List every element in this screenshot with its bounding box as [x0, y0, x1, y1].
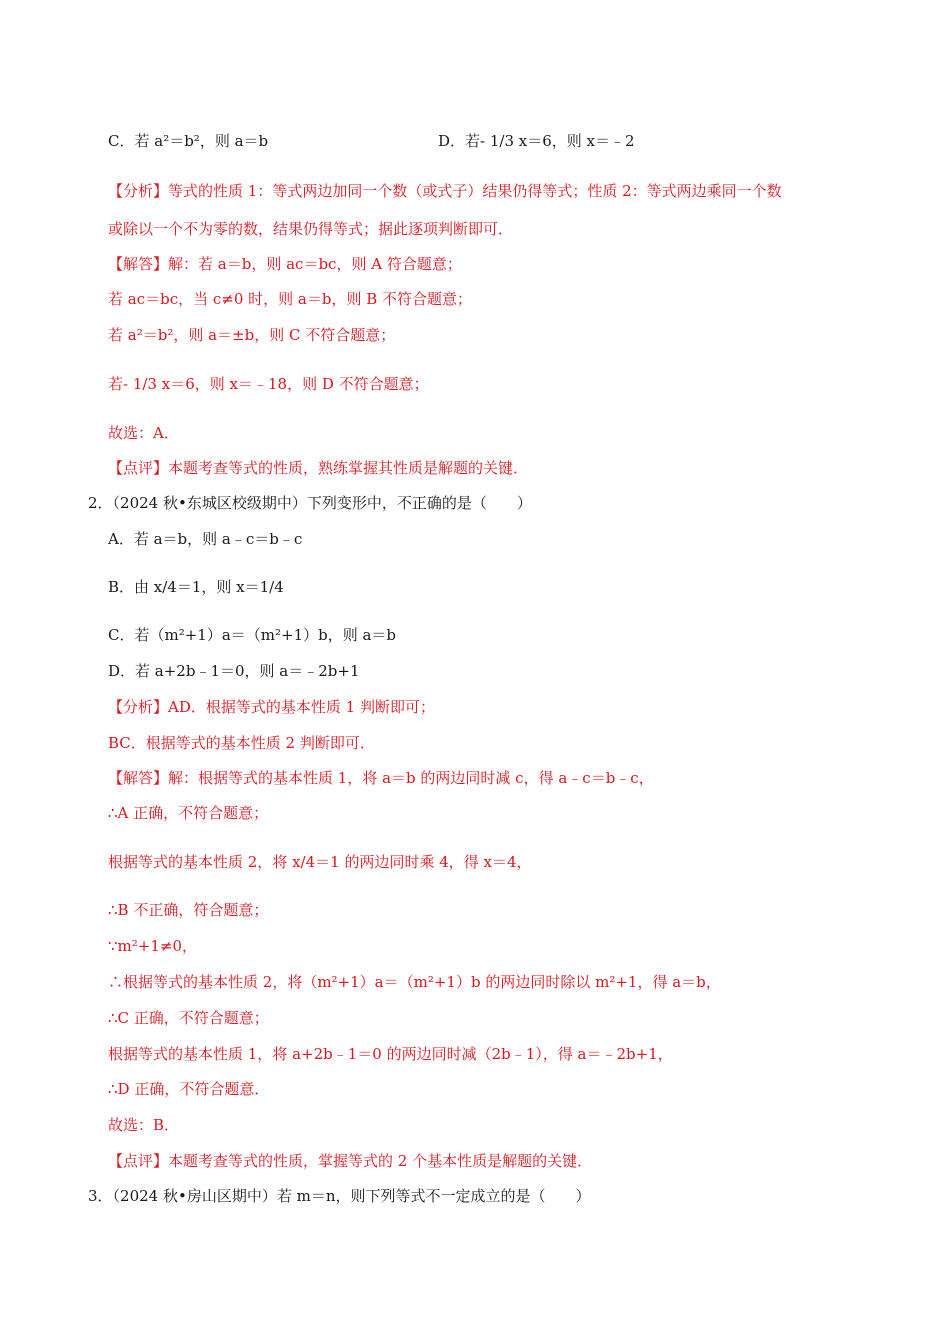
q1-solution-text1: 解：若 a＝b，则 ac＝bc，则 A 符合题意； — [168, 255, 462, 273]
q1-option-d-text: D．若- 1/3 x＝6，则 x＝﹣2 — [438, 132, 635, 150]
q2-option-d: D．若 a+2b﹣1＝0，则 a＝﹣2b+1 — [108, 662, 360, 680]
q1-solution-label: 【解答】 — [108, 255, 169, 273]
q1-comment-label: 【点评】 — [108, 459, 169, 477]
q1-solution-line3: 若 a²＝b²，则 a＝±b，则 C 不符合题意； — [108, 326, 396, 344]
q1-solution-line4: 若- 1/3 x＝6，则 x＝﹣18，则 D 不符合题意； — [108, 375, 429, 393]
q2-comment-text: 本题考查等式的性质，掌握等式的 2 个基本性质是解题的关键． — [168, 1152, 593, 1170]
q1-analysis-line1 — [108, 181, 782, 201]
q1-option-d — [438, 131, 635, 151]
q1-option-c-text: C．若 a²＝b²，则 a＝b — [108, 132, 269, 150]
q1-option-c — [108, 131, 268, 151]
q2-solution-line8: 根据等式的基本性质 1，将 a+2b﹣1＝0 的两边同时减（2b﹣1），得 a＝﹣2b+1， — [108, 1045, 673, 1063]
q1-analysis-line2: 或除以一个不为零的数，结果仍得等式；据此逐项判断即可． — [108, 220, 514, 238]
q2-option-b: B．由 x/4＝1，则 x＝1/4 — [108, 578, 284, 596]
q2-choice: 故选：B． — [108, 1116, 180, 1134]
q2-solution-line3: 根据等式的基本性质 2，将 x/4＝1 的两边同时乘 4，得 x＝4， — [108, 853, 532, 871]
q2-analysis-line2: BC．根据等式的基本性质 2 判断即可． — [108, 734, 375, 752]
q2-solution-label: 【解答】 — [108, 769, 169, 787]
q3-stem: 3．（2024 秋•房山区期中）若 m＝n，则下列等式不一定成立的是（ ） — [88, 1187, 591, 1205]
q2-analysis-text1: AD．根据等式的基本性质 1 判断即可； — [168, 698, 435, 716]
q1-solution-line1 — [108, 254, 462, 274]
q2-comment — [108, 1151, 592, 1171]
q2-solution-line9: ∴D 正确，不符合题意． — [108, 1080, 270, 1098]
q1-solution-line2: 若 ac＝bc，当 c≠0 时，则 a＝b，则 B 不符合题意； — [108, 290, 473, 308]
q2-analysis-line1 — [108, 697, 435, 717]
q2-solution-line5: ∵m²+1≠0， — [108, 937, 198, 955]
q2-solution-line2: ∴A 正确，不符合题意； — [108, 804, 269, 822]
q2-analysis-label: 【分析】 — [108, 698, 169, 716]
q2-solution-line7: ∴C 正确，不符合题意； — [108, 1009, 269, 1027]
q1-analysis-label: 【分析】 — [108, 182, 169, 200]
q2-option-c: C．若（m²+1）a＝（m²+1）b，则 a＝b — [108, 626, 397, 644]
q2-stem: 2．（2024 秋•东城区校级期中）下列变形中，不正确的是（ ） — [88, 494, 532, 512]
q2-solution-text1: 解：根据等式的基本性质 1，将 a＝b 的两边同时减 c，得 a﹣c＝b﹣c， — [168, 769, 654, 787]
q2-solution-line6: ∴根据等式的基本性质 2，将（m²+1）a＝（m²+1）b 的两边同时除以 m²+1，得 a＝b， — [108, 973, 721, 991]
q2-comment-label: 【点评】 — [108, 1152, 169, 1170]
q2-option-a: A．若 a＝b，则 a﹣c＝b﹣c — [108, 530, 303, 548]
q2-solution-line4: ∴B 不正确，符合题意； — [108, 901, 269, 919]
q1-choice: 故选：A． — [108, 424, 179, 442]
q1-comment — [108, 458, 528, 478]
q2-solution-line1 — [108, 768, 654, 788]
q1-comment-text: 本题考查等式的性质，熟练掌握其性质是解题的关键． — [168, 459, 529, 477]
q1-analysis-text1: 等式的性质 1：等式两边加同一个数（或式子）结果仍得等式；性质 2：等式两边乘同一个数 — [168, 182, 782, 200]
